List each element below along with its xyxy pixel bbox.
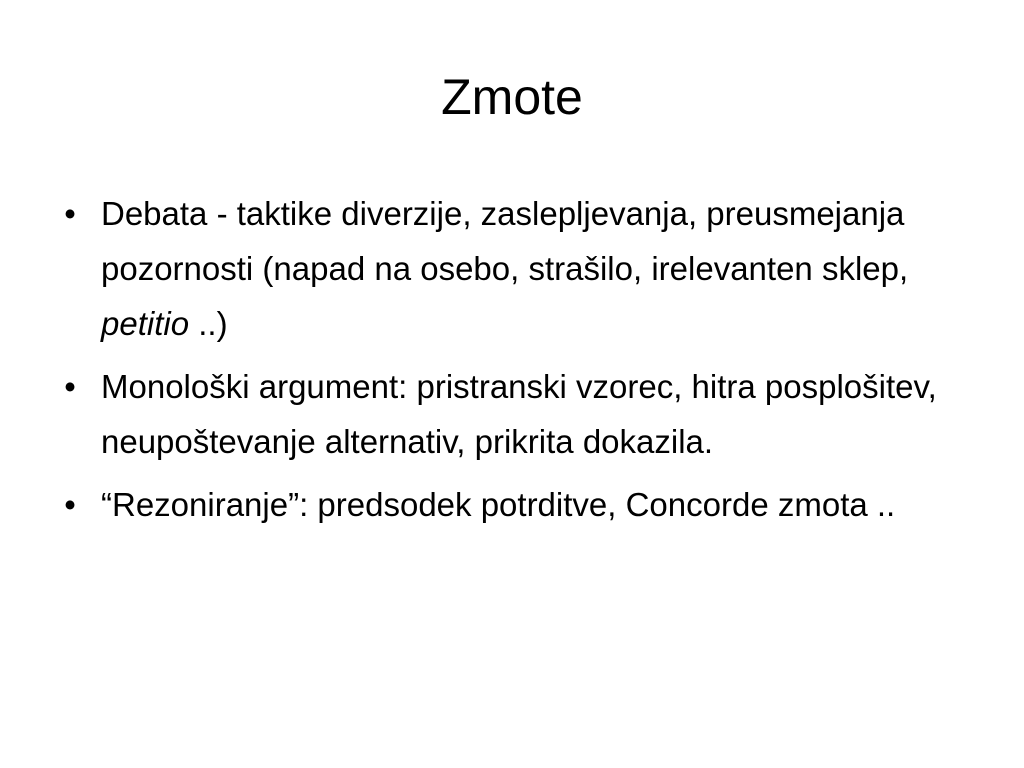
bullet-dot-icon: • [64,195,76,232]
slide-title: Zmote [441,69,583,125]
bullet-item-monoloski [60,359,970,469]
bullet-text [101,195,908,342]
bullet-text-part: Debata - taktike diverzije, zaslepljevanja, preusmejanja pozornosti (napad na osebo, strašilo, irelevanten sklep, [101,195,909,287]
bullet-dot-icon: • [64,368,76,405]
bullet-item-debata [60,186,970,351]
bullet-text-italic: petitio [101,305,190,342]
bullet-text: “Rezoniranje”: predsodek potrditve, Concorde zmota .. [101,486,896,523]
bullet-text: Monološki argument: pristranski vzorec, hitra posplošitev, neupoštevanje alternativ, prikrita dokazila. [101,368,937,460]
bullet-item-rezoniranje [60,477,970,532]
bullet-dot-icon: • [64,486,76,523]
bullet-list [60,186,970,540]
bullet-text-part: ..) [189,305,228,342]
